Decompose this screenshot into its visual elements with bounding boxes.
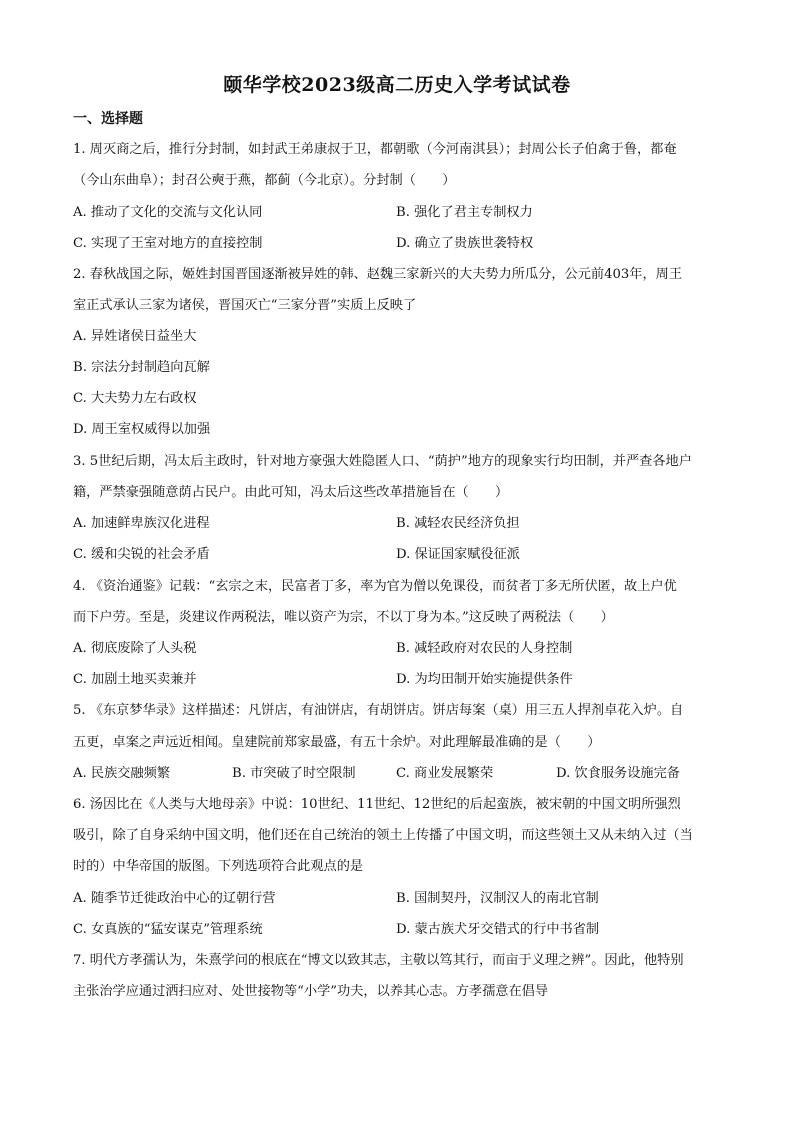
question-4-line-2: 而下户劳。至是，炎建议作两税法，唯以资产为宗，不以丁身为本。”这反映了两税法（ ） (73, 610, 614, 625)
question-1-option-a: A. 推动了文化的交流与文化认同 (73, 205, 263, 220)
question-3-option-c: C. 缓和尖锐的社会矛盾 (73, 547, 210, 562)
question-1-option-b: B. 强化了君主专制权力 (396, 205, 533, 220)
question-6-option-d: D. 蒙古族犬牙交错式的行中书省制 (396, 922, 600, 937)
question-6-line-3: 时的）中华帝国的版图。下列选项符合此观点的是 (73, 859, 364, 874)
question-3-line-2: 籍，严禁豪强随意荫占民户。由此可知，冯太后这些改革措施旨在（ ） (73, 485, 509, 500)
question-3-option-d: D. 保证国家赋役征派 (396, 547, 520, 562)
question-3-line-1: 3. 5世纪后期，冯太后主政时，针对地方豪强大姓隐匿人口、“荫护”地方的现象实行均田制，并严查各地户 (73, 454, 692, 469)
question-6-option-a: A. 随季节迁徙政治中心的辽朝行营 (73, 891, 276, 906)
question-3-option-a: A. 加速鲜卑族汉化进程 (73, 516, 210, 531)
question-4-option-a: A. 彻底废除了人头税 (73, 641, 197, 656)
question-4-line-1: 4. 《资治通鉴》记载：“玄宗之末，民富者丁多，率为官为僧以免课役，而贫者丁多无所伏匿，故上户优 (73, 579, 677, 594)
question-1-option-c: C. 实现了王室对地方的直接控制 (73, 236, 263, 251)
question-5-option-b: B. 市突破了时空限制 (232, 766, 356, 781)
question-1-line-1: 1. 周灭商之后，推行分封制，如封武王弟康叔于卫，都朝歌（今河南淇县）；封周公长子伯禽于鲁，都奄 (73, 142, 677, 157)
question-4-option-c: C. 加剧土地买卖兼并 (73, 672, 197, 687)
question-6-line-1: 6. 汤因比在《人类与大地母亲》中说：10世纪、11世纪、12世纪的后起蛮族，被宋朝的中国文明所强烈 (73, 797, 681, 812)
question-2-option-d: D. 周王室权威得以加强 (73, 422, 211, 437)
section-heading: 一、选择题 (73, 111, 143, 127)
question-4-option-d: D. 为均田制开始实施提供条件 (396, 672, 573, 687)
question-1-option-d: D. 确立了贵族世袭特权 (396, 236, 534, 251)
question-4-option-b: B. 减轻政府对农民的人身控制 (396, 641, 573, 656)
question-5-line-1: 5. 《东京梦华录》这样描述：凡饼店，有油饼店，有胡饼店。饼店每案（桌）用三五人捍剂卓花入炉。自 (73, 703, 684, 718)
question-5-option-c: C. 商业发展繁荣 (396, 766, 494, 781)
question-6-line-2: 吸引，除了自身采纳中国文明，他们还在自己统治的领土上传播了中国文明，而这些领土又从未纳入过（当 (73, 828, 693, 843)
question-5-line-2: 五更，卓案之声远近相闻。皇建院前郑家最盛，有五十余炉。对此理解最准确的是（ ） (73, 735, 601, 750)
question-1-line-2: （今山东曲阜）；封召公奭于燕，都蓟（今北京）。分封制（ ） (73, 173, 456, 188)
question-2-line-2: 室正式承认三家为诸侯，晋国灭亡“三家分晋”实质上反映了 (73, 298, 417, 313)
question-6-option-c: C. 女真族的“猛安谋克”管理系统 (73, 922, 263, 937)
question-3-option-b: B. 减轻农民经济负担 (396, 516, 520, 531)
page-title: 颐华学校2023级高二历史入学考试试卷 (223, 74, 571, 96)
question-2-option-c: C. 大夫势力左右政权 (73, 391, 197, 406)
question-5-option-d: D. 饮食服务设施完备 (556, 766, 680, 781)
question-2-option-b: B. 宗法分封制趋向瓦解 (73, 360, 210, 375)
question-2-line-1: 2. 春秋战国之际，姬姓封国晋国逐渐被异姓的韩、赵魏三家新兴的大夫势力所瓜分，公元前403年，周王 (73, 267, 683, 282)
question-5-option-a: A. 民族交融频繁 (73, 766, 171, 781)
question-7-line-1: 7. 明代方孝孺认为，朱熹学问的根底在“博文以致其志，主敬以笃其行，而亩于义理之辨”。因此，他特别 (73, 953, 684, 968)
question-7-line-2: 主张治学应通过洒扫应对、处世接物等“小学”功夫，以养其心志。方孝孺意在倡导 (73, 984, 549, 999)
question-2-option-a: A. 异姓诸侯日益坐大 (73, 329, 197, 344)
question-6-option-b: B. 国制契丹，汉制汉人的南北官制 (396, 891, 599, 906)
